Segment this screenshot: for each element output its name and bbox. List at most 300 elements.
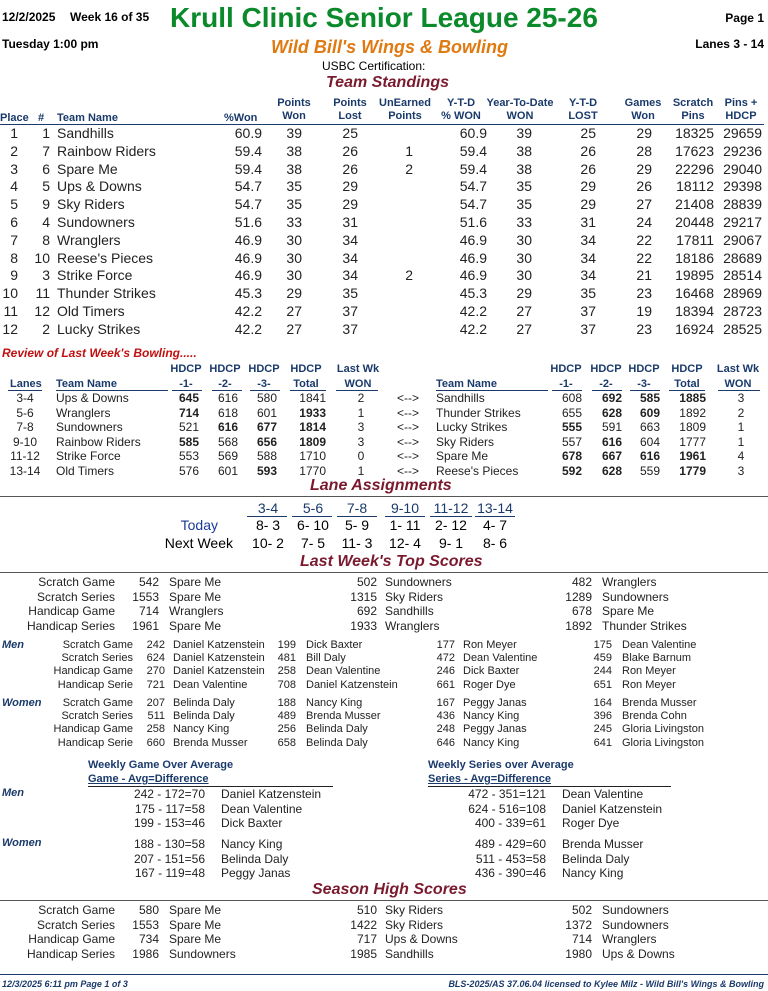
ind-score: 207 [146,697,165,709]
rv-won-b: 3 [737,464,745,478]
score-team: Sundowners [602,903,669,917]
cell-ytd-pct: 54.7 [459,196,487,213]
ind-bowler: Belinda Daly [173,697,235,709]
cell-ytd-won: 33 [516,214,532,230]
rv-arrow: <--> [396,405,419,420]
cell-points-lost: 37 [342,303,358,319]
score-team: Sky Riders [385,589,444,604]
cell-ytd-lost: 29 [580,196,596,213]
ind-bowler: Gloria Livingston [622,736,704,749]
cell-scratch-pins: 18112 [676,178,714,195]
score-team: Spare Me [169,917,222,932]
ind-score: 246 [436,665,455,678]
cell-place: 2 [10,142,18,159]
hdr-line: Pins + [724,97,758,109]
avg-bowler: Belinda Daly [221,851,289,866]
cell-team: Strike Force [57,267,133,284]
hdr-line: LOST [568,110,598,122]
rv-score-b: 667 [601,449,622,464]
game-over-avg-title: Weekly Game Over Average [88,759,234,771]
rv-col-game: -3- [637,378,651,390]
rv-col-lanes: Lanes [10,378,42,390]
ind-score: 651 [593,678,612,691]
ind-label: Scratch Series [61,652,133,665]
ind-bowler: Nancy King [463,710,520,723]
avg-bowler: Belinda Daly [562,851,630,866]
cell-place: 10 [2,285,18,302]
rv-score-a: 1933 [299,405,326,420]
ind-bowler: Ron Meyer [463,639,517,651]
cell-points-lost: 37 [342,320,358,337]
rv-col-lastwk: Last Wk [336,363,380,375]
cell-points-won: 27 [286,320,302,337]
cell-games-won: 29 [636,160,652,177]
ind-bowler: Brenda Musser [306,710,381,723]
cell-unearned: 2 [405,160,413,177]
cell-team: Thunder Strikes [57,285,156,302]
rv-col-hdcp: HDCP [671,363,703,375]
cell-ytd-pct: 42.2 [459,320,487,337]
score-label: Handicap Game [28,604,115,618]
ind-bowler: Roger Dye [463,678,516,691]
rv-score-b: 692 [601,391,622,405]
hdr-line: Points [277,97,311,109]
rv-score-b: 555 [561,420,582,435]
ind-score: 624 [146,652,165,665]
cell-team: Wranglers [57,231,121,248]
cell-ytd-won: 27 [516,320,532,337]
cell-place: 7 [10,231,18,248]
score-team: Thunder Strikes [602,618,687,633]
day-time: Tuesday 1:00 pm [2,37,99,51]
cell-pins-hdcp: 29040 [723,160,762,177]
ind-score: 646 [436,736,455,749]
lane-pair-header: 7-8 [346,500,368,516]
cell-pctwon: 45.3 [234,285,262,302]
ind-score: 199 [277,639,296,651]
rv-arrow: <--> [396,420,419,435]
cell-points-won: 30 [286,231,302,248]
cell-ytd-won: 30 [516,231,532,248]
cell-points-lost: 26 [342,142,358,159]
avg-bowler: Dean Valentine [562,787,644,801]
cell-ytd-lost: 26 [580,142,596,159]
cell-team: Lucky Strikes [57,320,141,337]
rv-score-a: 616 [217,391,238,405]
cell-ytd-pct: 51.6 [459,214,487,230]
cell-scratch-pins: 21408 [675,196,714,213]
cell-scratch-pins: 20448 [675,214,714,230]
ind-bowler: Brenda Musser [173,736,248,749]
cell-ytd-lost: 35 [580,285,596,302]
score-value: 714 [571,932,592,946]
score-value: 1980 [565,946,592,961]
ind-score: 472 [436,652,455,665]
rv-score-a: 553 [178,449,199,464]
cell-team: Rainbow Riders [57,142,156,159]
cell-place: 3 [10,160,18,177]
avg-bowler: Peggy Janas [221,866,291,880]
cell-pctwon: 54.7 [234,178,262,195]
col-ytd-lost [558,97,608,123]
rv-team-a: Sundowners [56,420,123,435]
score-team: Wranglers [602,575,657,589]
ind-score: 660 [146,736,165,749]
rv-col-game: -2- [218,378,232,390]
cell-ytd-lost: 37 [580,320,596,337]
score-team: Sundowners [169,946,236,961]
ind-bowler: Daniel Katzenstein [173,665,265,678]
top-scores-title: Last Week's Top Scores [300,553,483,570]
rv-score-b: 1885 [679,391,706,405]
cell-place: 8 [10,249,18,266]
cell-scratch-pins: 16468 [675,285,714,302]
rv-col-team2: Team Name [436,378,497,390]
rv-score-b: 616 [639,449,660,464]
cell-num: 9 [42,196,50,213]
rv-team-b: Thunder Strikes [436,405,521,420]
cell-ytd-pct: 46.9 [459,267,487,284]
hdr-line: Games [624,97,662,109]
ind-score: 167 [436,697,455,709]
season-rule [0,900,768,901]
col-pins-hdcp [718,97,764,123]
rv-score-a: 1770 [299,464,326,478]
rv-score-b: 1809 [679,420,706,435]
score-team: Sandhills [385,946,434,961]
cell-points-won: 27 [286,303,302,319]
cell-points-lost: 35 [342,285,358,302]
rv-score-b: 1777 [679,434,706,449]
rv-score-b: 559 [639,464,660,478]
cell-pctwon: 42.2 [234,303,262,319]
ind-bowler: Bill Daly [306,652,346,665]
standings-title: Team Standings [326,74,449,91]
ind-bowler: Dean Valentine [306,665,381,678]
cell-ytd-pct: 60.9 [459,125,487,141]
cell-games-won: 22 [636,249,652,266]
cell-scratch-pins: 17811 [676,231,714,248]
rv-score-b: 585 [639,391,660,405]
rv-won-a: 1 [357,464,365,478]
cell-ytd-won: 38 [516,160,532,177]
week-label: Week 16 of 35 [70,10,150,24]
season-high-title: Season High Scores [312,881,467,898]
score-value: 1933 [350,618,377,633]
rv-won-b: 4 [737,449,745,464]
cell-pctwon: 42.2 [234,320,262,337]
score-value: 1372 [565,917,592,932]
score-label: Handicap Game [28,932,115,946]
series-over-avg-title: Weekly Series over Average [428,759,574,771]
cell-pins-hdcp: 29236 [723,142,762,159]
avg-calc: 472 - 351=121 [468,787,546,801]
next-week-label: Next Week [164,535,233,551]
cell-ytd-won: 35 [516,178,532,195]
cell-place: 12 [2,320,18,337]
ind-label: Handicap Game [53,723,133,736]
cell-points-lost: 34 [342,231,358,248]
lane-pair-header: 9-10 [390,500,420,516]
lane-assignments-title: Lane Assignments [310,477,452,494]
rv-score-a: 618 [217,405,238,420]
cell-pctwon: 46.9 [234,231,262,248]
col-team: Team Name [57,112,118,124]
hdr-line: Y-T-D [568,97,598,109]
cell-num: 7 [42,142,50,159]
hdr-line: UnEarned [379,97,431,109]
cell-points-lost: 34 [342,249,358,266]
cell-ytd-pct: 54.7 [459,178,487,195]
ind-bowler: Gloria Livingston [622,723,704,736]
score-value: 1315 [350,589,377,604]
footer-rule [0,974,768,975]
ind-score: 248 [436,723,455,736]
col-points-lost [326,97,374,123]
ind-score: 258 [146,723,165,736]
rv-score-b: 678 [561,449,582,464]
score-team: Ups & Downs [385,932,458,946]
avg-bowler: Daniel Katzenstein [562,801,663,816]
cell-points-won: 29 [286,285,302,302]
rv-score-b: 628 [601,464,622,478]
venue-name: Wild Bill's Wings & Bowling [271,37,508,57]
cell-ytd-lost: 31 [580,214,596,230]
ind-score: 641 [593,736,612,749]
rv-team-a: Wranglers [56,405,111,420]
rv-score-a: 1814 [299,420,326,435]
rv-col-game: -2- [599,378,613,390]
cell-team: Reese's Pieces [57,249,154,266]
cell-num: 2 [42,320,50,337]
cell-ytd-won: 39 [516,125,532,141]
cell-place: 6 [10,214,18,230]
score-value: 692 [356,604,377,618]
lane-today-cell: 2- 12 [435,517,467,533]
score-value: 1961 [132,618,159,633]
ind-bowler: Brenda Cohn [622,710,687,723]
cell-pins-hdcp: 28689 [723,249,762,266]
lane-pair-header: 5-6 [302,500,324,516]
rv-score-a: 569 [217,449,238,464]
rv-col-lastwk: Last Wk [716,363,760,375]
cell-ytd-pct: 46.9 [459,231,487,248]
top-rule [0,572,768,573]
cell-team: Old Timers [57,303,125,319]
rv-team-b: Sky Riders [436,434,495,449]
hdr-line: Year-To-Date [486,97,554,109]
game-over-avg-sub: Game - Avg=Difference [88,773,209,785]
rv-score-b: 1779 [679,464,706,478]
ind-score: 256 [277,723,296,736]
ind-bowler: Daniel Katzenstein [173,639,265,651]
report-date: 12/2/2025 [2,10,56,24]
rv-col-hdcp: HDCP [209,363,241,375]
hdr-line: Points [333,97,367,109]
cell-pctwon: 46.9 [234,249,262,266]
cell-games-won: 23 [636,285,652,302]
rv-arrow: <--> [396,391,419,405]
ind-bowler: Nancy King [173,723,230,736]
cell-ytd-pct: 42.2 [459,303,487,319]
avg-calc: 207 - 151=56 [133,851,205,866]
score-value: 1553 [132,917,159,932]
rv-score-b: 663 [639,420,660,435]
score-value: 734 [138,932,159,946]
score-team: Spare Me [169,903,222,917]
hdr-line: Lost [338,110,362,122]
rv-lanes: 7-8 [16,420,34,435]
score-value: 542 [138,575,159,589]
cell-pins-hdcp: 28839 [723,196,762,213]
cell-unearned: 2 [405,267,413,284]
cell-ytd-won: 30 [516,267,532,284]
avg-men-label: Men [2,787,24,799]
avg-bowler: Roger Dye [562,816,620,830]
lanes-range: Lanes 3 - 14 [695,37,764,51]
lane-next-cell: 9- 1 [438,535,464,551]
score-label: Handicap Series [26,618,115,633]
rv-col-game: -1- [559,378,573,390]
cell-num: 10 [34,249,50,266]
rv-team-a: Rainbow Riders [56,434,141,449]
rv-arrow: <--> [396,434,419,449]
rv-score-b: 609 [639,405,660,420]
cell-points-lost: 25 [342,125,358,141]
lane-today-cell: 4- 7 [482,517,508,533]
rv-score-b: 604 [639,434,660,449]
rv-col-hdcp: HDCP [290,363,322,375]
rv-score-b: 557 [561,434,582,449]
rv-won-a: 1 [357,405,365,420]
lane-next-cell: 10- 2 [252,535,284,551]
hdr-line: Points [388,110,422,122]
score-team: Wranglers [385,618,440,633]
cell-pins-hdcp: 28514 [723,267,762,284]
cell-place: 11 [3,303,18,319]
rv-score-a: 1841 [299,391,326,405]
lane-next-cell: 11- 3 [341,535,373,551]
score-label: Scratch Series [36,917,115,932]
cell-scratch-pins: 18325 [675,125,714,141]
rv-score-a: 588 [256,449,277,464]
cell-points-won: 30 [286,267,302,284]
cell-ytd-lost: 29 [580,178,596,195]
league-title: Krull Clinic Senior League 25-26 [170,2,598,33]
cell-ytd-won: 29 [516,285,532,302]
rv-col-hdcp: HDCP [590,363,622,375]
rv-score-a: 616 [217,420,238,435]
cell-ytd-pct: 45.3 [459,285,487,302]
score-label: Scratch Game [38,575,115,589]
rv-score-a: 585 [178,434,199,449]
avg-bowler: Brenda Musser [562,837,644,851]
rv-col-total: Total [674,378,700,390]
ind-score: 258 [277,665,296,678]
cell-ytd-lost: 34 [580,231,596,248]
rv-col-hdcp: HDCP [248,363,280,375]
score-team: Sundowners [602,589,669,604]
cell-pctwon: 51.6 [234,214,262,230]
cell-pins-hdcp: 28525 [723,320,762,337]
rv-score-a: 593 [256,464,277,478]
score-value: 1986 [132,946,159,961]
rv-team-a: Ups & Downs [56,391,129,405]
men-label: Men [2,639,24,651]
score-team: Sundowners [385,575,452,589]
cell-pctwon: 59.4 [234,160,262,177]
rv-col-game: -1- [179,378,193,390]
cell-ytd-lost: 34 [580,267,596,284]
ind-score: 708 [277,678,296,691]
score-team: Spare Me [169,932,222,946]
rv-col-hdcp: HDCP [170,363,202,375]
score-value: 714 [138,604,159,618]
ind-score: 175 [593,639,612,651]
ind-bowler: Blake Barnum [622,652,692,665]
cell-pins-hdcp: 28969 [723,285,762,302]
ind-score: 245 [593,723,612,736]
score-value: 502 [571,903,592,917]
cell-ytd-lost: 26 [580,160,596,177]
score-value: 482 [571,575,592,589]
ind-bowler: Ron Meyer [622,678,676,691]
score-label: Scratch Game [38,903,115,917]
ind-bowler: Belinda Daly [173,710,235,723]
rv-won-b: 1 [737,420,745,435]
rv-won-a: 3 [357,434,365,449]
rv-score-a: 656 [256,434,277,449]
ind-label: Scratch Game [62,639,133,651]
women-label: Women [2,697,42,709]
rv-team-a: Old Timers [56,464,115,478]
rv-arrow: <--> [396,464,419,478]
rv-score-a: 576 [178,464,199,478]
cell-ytd-lost: 34 [580,249,596,266]
lane-today-cell: 6- 10 [297,517,329,533]
cell-points-won: 38 [286,160,302,177]
rv-won-a: 3 [357,420,365,435]
rv-score-a: 521 [178,420,199,435]
rv-lanes: 5-6 [16,405,34,420]
rv-score-b: 592 [561,464,582,478]
hdr-line: Pins [681,110,705,122]
rv-lanes: 11-12 [10,449,40,464]
rv-team-a: Strike Force [56,449,121,464]
ind-label: Handicap Serie [57,678,133,691]
score-team: Sky Riders [385,903,444,917]
lane-today-cell: 8- 3 [255,517,281,533]
cell-points-won: 35 [286,196,302,213]
cell-games-won: 19 [636,303,652,319]
series-over-avg-sub: Series - Avg=Difference [428,773,551,785]
ind-score: 481 [277,652,296,665]
avg-calc: 511 - 453=58 [475,851,546,866]
avg-calc: 489 - 429=60 [474,837,546,851]
rv-score-a: 645 [178,391,199,405]
rv-col-team: Team Name [56,378,117,390]
score-team: Wranglers [169,604,224,618]
cell-pins-hdcp: 28723 [723,303,762,319]
ind-bowler: Dick Baxter [306,639,363,651]
score-team: Spare Me [602,604,655,618]
cell-points-lost: 31 [342,214,358,230]
cell-points-won: 38 [286,142,302,159]
score-value: 580 [138,903,159,917]
score-team: Sundowners [602,917,669,932]
ind-bowler: Peggy Janas [463,723,527,736]
rv-won-a: 0 [357,449,365,464]
